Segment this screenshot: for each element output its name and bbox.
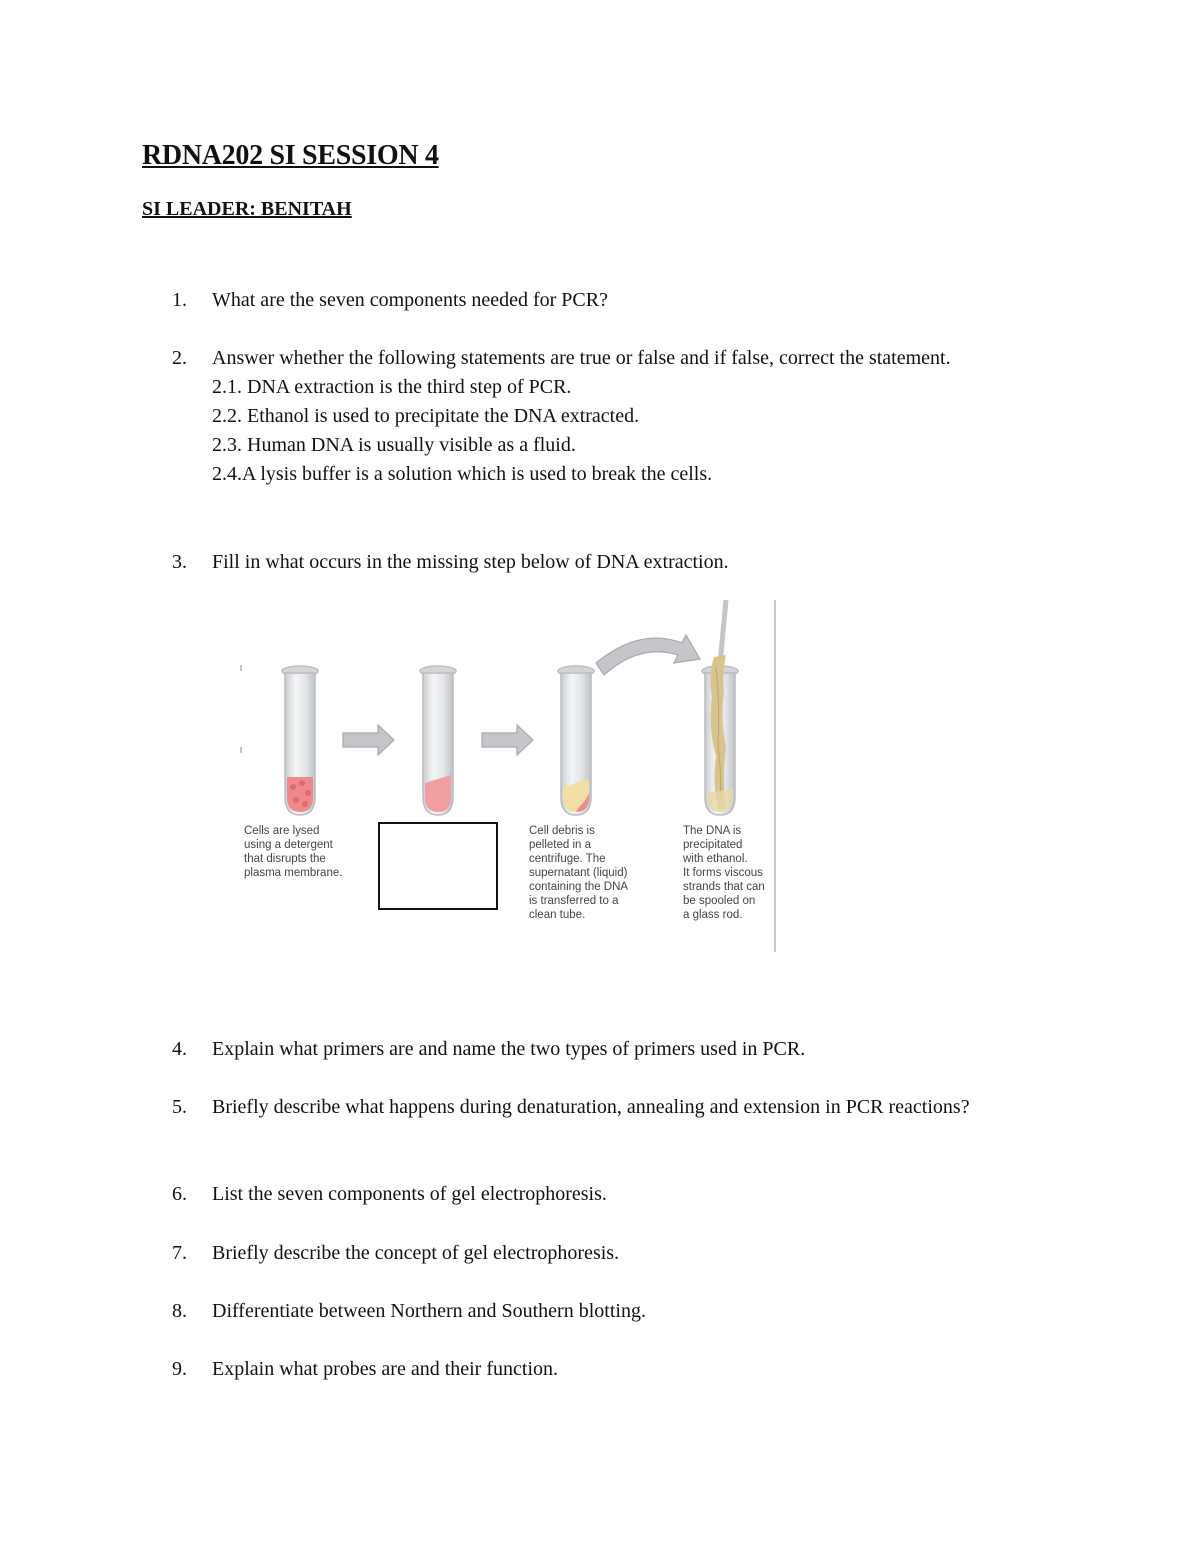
arrow-right-icon bbox=[482, 725, 533, 755]
question-number: 4. bbox=[172, 1038, 187, 1060]
question-4 bbox=[172, 1035, 1032, 1064]
caption-precipitation: The DNA is precipitated with ethanol. It forms viscous strands that can be spooled on a glass rod. bbox=[683, 825, 765, 921]
question-text: Explain what primers are and name the two types of primers used in PCR. bbox=[212, 1038, 806, 1060]
dna-extraction-figure bbox=[230, 597, 790, 957]
question-text: Answer whether the following statements are true or false and if false, correct the statement. bbox=[212, 347, 951, 369]
caption-centrifuge: Cell debris is pelleted in a centrifuge. The supernatant (liquid) containing the DNA is transferred to a clean tube. bbox=[529, 825, 629, 921]
test-tube-precipitated-dna bbox=[702, 600, 738, 815]
question-text: Briefly describe what happens during denaturation, annealing and extension in PCR reactions? bbox=[212, 1096, 970, 1118]
page-title: RDNA202 SI SESSION 4 bbox=[142, 140, 439, 171]
question-text: Fill in what occurs in the missing step below of DNA extraction. bbox=[212, 551, 729, 573]
question-number: 1. bbox=[172, 289, 187, 311]
question-text: What are the seven components needed for PCR? bbox=[212, 289, 608, 311]
curved-arrow-icon bbox=[596, 635, 700, 675]
question-text: Differentiate between Northern and Southern blotting. bbox=[212, 1300, 646, 1322]
question-number: 3. bbox=[172, 551, 187, 573]
question-number: 9. bbox=[172, 1358, 187, 1380]
question-text: List the seven components of gel electrophoresis. bbox=[212, 1183, 607, 1205]
question-5 bbox=[172, 1093, 1032, 1122]
question-number: 8. bbox=[172, 1300, 187, 1322]
question-3 bbox=[172, 548, 1032, 577]
caption-lysis: Cells are lysed using a detergent that disrupts the plasma membrane. bbox=[244, 825, 343, 879]
sub-statement: 2.2. Ethanol is used to precipitate the DNA extracted. bbox=[212, 405, 640, 427]
sub-statement: 2.3. Human DNA is usually visible as a fluid. bbox=[212, 434, 576, 456]
question-text: Explain what probes are and their function. bbox=[212, 1358, 558, 1380]
question-1 bbox=[172, 286, 1032, 315]
question-number: 2. bbox=[172, 347, 187, 369]
question-8 bbox=[172, 1297, 1032, 1326]
question-7 bbox=[172, 1239, 1032, 1268]
question-6 bbox=[172, 1180, 1032, 1209]
question-9 bbox=[172, 1355, 1032, 1384]
question-number: 6. bbox=[172, 1183, 187, 1205]
test-tube-supernatant bbox=[558, 666, 594, 815]
question-text: Briefly describe the concept of gel electrophoresis. bbox=[212, 1242, 620, 1264]
missing-step-answer-box bbox=[378, 822, 498, 910]
question-number: 5. bbox=[172, 1096, 187, 1118]
sub-statement: 2.1. DNA extraction is the third step of PCR. bbox=[212, 376, 572, 398]
test-tube-lysed-cells bbox=[282, 666, 318, 815]
test-tube-lysate bbox=[420, 666, 456, 815]
question-2 bbox=[172, 344, 1032, 489]
question-number: 7. bbox=[172, 1242, 187, 1264]
arrow-right-icon bbox=[343, 725, 394, 755]
si-leader-heading: SI LEADER: BENITAH bbox=[142, 198, 352, 220]
sub-statement: 2.4.A lysis buffer is a solution which is used to break the cells. bbox=[212, 463, 713, 485]
